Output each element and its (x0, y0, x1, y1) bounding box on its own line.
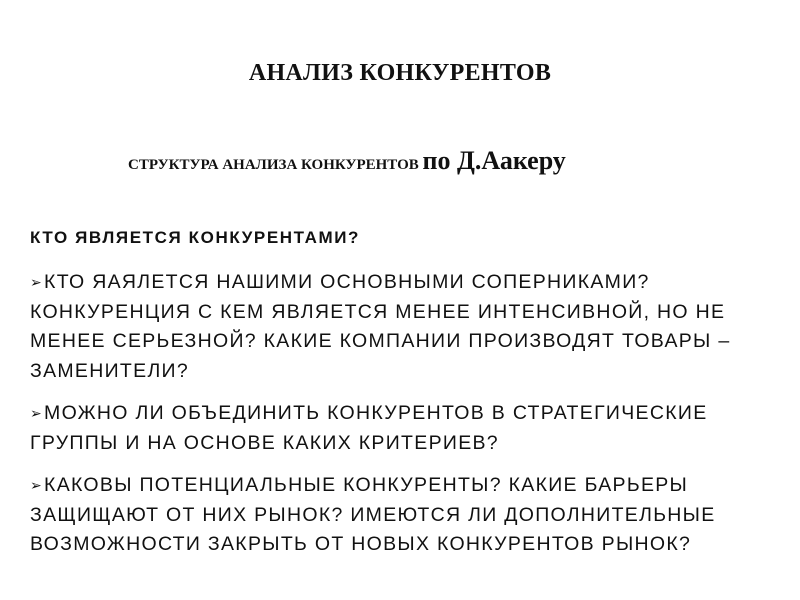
bullet-list (30, 268, 775, 573)
bullet-item (30, 471, 775, 560)
slide-subtitle (128, 146, 566, 176)
subtitle-main: СТРУКТУРА АНАЛИЗА КОНКУРЕНТОВ (128, 157, 423, 173)
arrowhead-bullet-icon: ➢ (30, 274, 44, 290)
slide-title: АНАЛИЗ КОНКУРЕНТОВ (248, 60, 552, 86)
bullet-item (30, 268, 775, 386)
subtitle-author: по Д.Аакеру (422, 146, 566, 175)
bullet-text: КАКОВЫ ПОТЕНЦИАЛЬНЫЕ КОНКУРЕНТЫ? КАКИЕ БАРЬЕРЫ ЗАЩИЩАЮТ ОТ НИХ РЫНОК? ИМЕЮТСЯ ЛИ ДОПОЛНИТЕЛЬНЫЕ ВОЗМОЖНОСТИ ЗАКРЫТЬ ОТ НОВЫХ КОНКУРЕНТОВ РЫНОК? (30, 474, 716, 555)
arrowhead-bullet-icon: ➢ (30, 405, 44, 421)
bullet-item (30, 399, 775, 458)
bullet-text: КТО ЯАЯЛЕТСЯ НАШИМИ ОСНОВНЫМИ СОПЕРНИКАМИ? КОНКУРЕНЦИЯ С КЕМ ЯВЛЯЕТСЯ МЕНЕЕ ИНТЕНСИВНОЙ, НО НЕ МЕНЕЕ СЕРЬЕЗНОЙ? КАКИЕ КОМПАНИИ ПРОИЗВОДЯТ ТОВАРЫ – ЗАМЕНИТЕЛИ? (30, 271, 731, 382)
section-question: КТО ЯВЛЯЕТСЯ КОНКУРЕНТАМИ? (30, 228, 361, 247)
arrowhead-bullet-icon: ➢ (30, 477, 44, 493)
bullet-text: МОЖНО ЛИ ОБЪЕДИНИТЬ КОНКУРЕНТОВ В СТРАТЕГИЧЕСКИЕ ГРУППЫ И НА ОСНОВЕ КАКИХ КРИТЕРИЕВ? (30, 402, 708, 454)
